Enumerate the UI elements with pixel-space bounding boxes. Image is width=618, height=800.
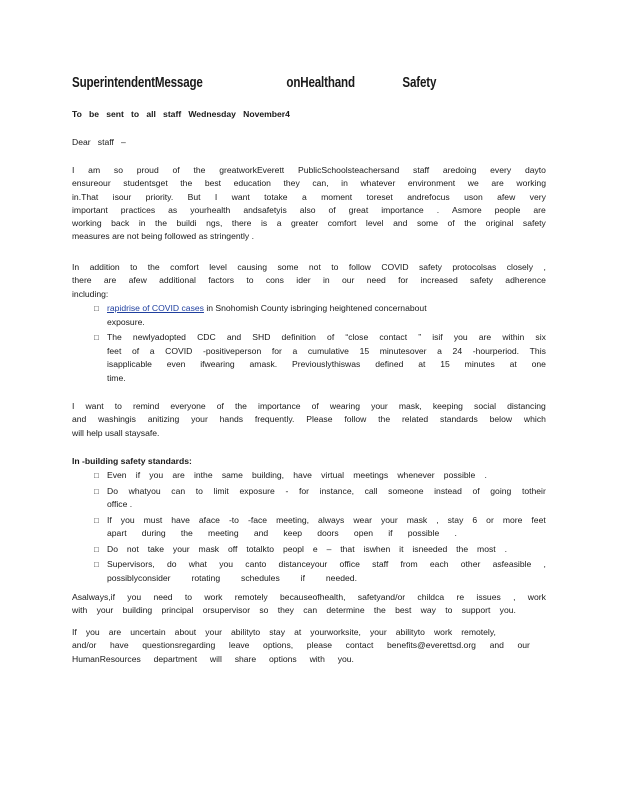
paragraph-5 [72, 626, 546, 666]
list-item [94, 543, 546, 557]
paragraph-line: I am so proud of the greatworkEverett PublicSchoolsteachersand staff aredoing every dayto [72, 165, 546, 175]
safety-standards-list [94, 469, 546, 585]
checkbox-bullet-icon: □ [94, 304, 99, 313]
paragraph-line: measures are not being followed as stringently . [72, 231, 255, 242]
list-item-text: in Snohomish County isbringing heightened concernabout [203, 303, 427, 313]
title-part-2: onHealthand [286, 75, 355, 91]
paragraph-line: with your building principal orsupervisor so they can determine the best way to support you. [72, 605, 516, 616]
paragraph-line: If you are uncertain about your abilityto stay at yourworksite, your abilityto work remotely, [72, 627, 496, 637]
paragraph-line: important practices as yourhealth andsafetyis also of great importance . Asmore people are [72, 204, 546, 215]
list-item-text: Do not take your mask off totalkto peopl e – that iswhen it isneeded the most . [107, 543, 507, 554]
title-part-1: SuperintendentMessage [72, 75, 203, 91]
paragraph-line: I want to remind everyone of the importance of wearing your mask, keeping social distancing [72, 401, 546, 411]
paragraph-line: HumanResources department will share options with you. [72, 653, 354, 664]
paragraph-line: there are afew additional factors to cons ider in our need for increased safety adherence [72, 275, 546, 286]
list-item [94, 558, 546, 585]
list-item-text: exposure. [107, 316, 145, 327]
list-item-text: isapplicable even ifwearing amask. Previouslythiswas defined at 15 minutes at one [107, 359, 546, 369]
list-item-text: office . [107, 499, 133, 509]
distribution-note-text: To be sent to all staff Wednesday November4 [72, 109, 290, 119]
paragraph-line: ensureour studentsget the best education they can, in whatever environment we are working [72, 178, 546, 189]
document-title [72, 75, 451, 91]
paragraph-line: and/or have questionsregarding leave options, please contact benefits@everettsd.org and our [72, 640, 530, 651]
list-item-text: feet of a COVID -positiveperson for a cumulative 15 minutesover a 24 -hourperiod. This [107, 345, 546, 356]
distribution-note [72, 108, 546, 121]
list-item [94, 331, 546, 385]
checkbox-bullet-icon: □ [94, 471, 99, 480]
list-heading-text: In -building safety standards: [72, 456, 192, 466]
list-item-text: Do whatyou can to limit exposure - for instance, call someone instead of going totheir [107, 485, 546, 496]
list-item-text: Supervisors, do what you canto distanceyour office staff from each other asfeasible , [107, 559, 546, 569]
paragraph-line: including: [72, 288, 109, 299]
list-item-text: The newlyadopted CDC and SHD definition of “close contact ” isif you are within six [107, 332, 546, 342]
paragraph-line: will help usall staysafe. [72, 427, 160, 438]
list-item [94, 485, 546, 512]
title-part-3: Safety [402, 75, 437, 91]
greeting [72, 136, 546, 149]
greeting-text: Dear staff – [72, 137, 126, 147]
paragraph-1 [72, 164, 546, 244]
paragraph-line: and washingis anitizing your hands frequently. Please follow the related standards below which [72, 414, 546, 425]
covid-cases-link[interactable]: rapidrise of COVID cases [107, 303, 204, 313]
checkbox-bullet-icon: □ [94, 515, 99, 525]
checkbox-bullet-icon: □ [94, 333, 99, 342]
paragraph-2 [72, 261, 546, 301]
list-item [94, 514, 546, 541]
checkbox-bullet-icon: □ [94, 560, 99, 569]
list-item-text: possiblyconsider rotating schedules if needed. [107, 572, 357, 583]
paragraph-line: working back in the buildi ngs, there is a greater comfort level and some of the original safety [72, 218, 546, 229]
list-item-text: time. [107, 372, 126, 383]
paragraph-line: Asalways,if you need to work remotely becauseofhealth, safetyand/or childca re issues , work [72, 592, 546, 602]
paragraph-line: in.That isour priority. But I want totake a moment toreset andrefocus uson afew very [72, 191, 546, 202]
checkbox-bullet-icon: □ [94, 486, 99, 496]
list-item-text: Even if you are inthe same building, have virtual meetings whenever possible . [107, 470, 487, 480]
list-item-text: If you must have aface -to -face meeting, always wear your mask , stay 6 or more feet [107, 514, 546, 525]
list-item [94, 302, 546, 329]
list-item [94, 469, 546, 483]
paragraph-line: In addition to the comfort level causing some not to follow COVID safety protocolsas closely , [72, 262, 546, 272]
paragraph-4 [72, 591, 546, 618]
paragraph-3 [72, 400, 546, 440]
list-heading [72, 455, 546, 468]
covid-factors-list [94, 302, 546, 385]
checkbox-bullet-icon: □ [94, 544, 99, 554]
list-item-text: apart during the meeting and keep doors open if possible . [107, 528, 457, 538]
